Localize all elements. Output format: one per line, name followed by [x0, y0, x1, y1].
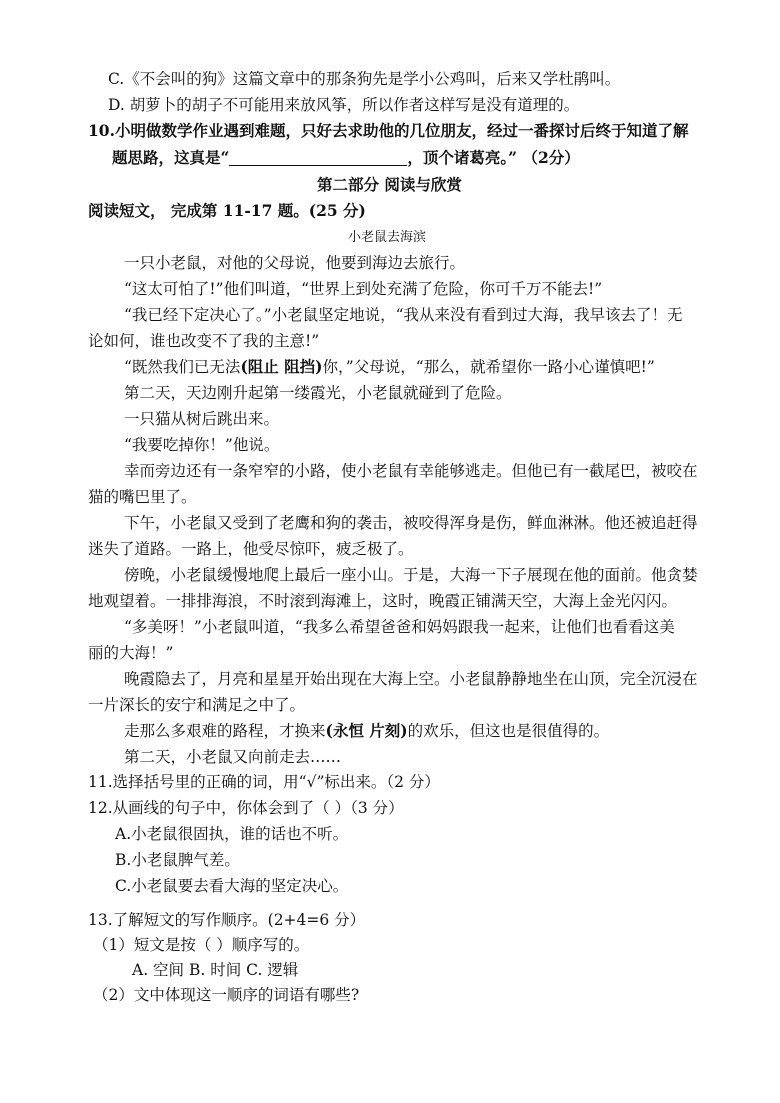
story-line: 傍晚，小老鼠缓慢地爬上最后一座小山。于是，大海一下子展现在他的面前。他贪婪 [124, 566, 698, 584]
q9-option-c: C.《不会叫的狗》这篇文章中的那条狗先是学小公鸡叫，后来又学杜鹃叫。 [108, 70, 621, 88]
q12-option-c[interactable]: C.小老鼠要去看大海的坚定决心。 [115, 877, 349, 895]
story-line: 第二天，天边刚升起第一缕霞光，小老鼠就碰到了危险。 [124, 384, 512, 402]
q12-option-a[interactable]: A.小老鼠很固执，谁的话也不听。 [115, 825, 349, 843]
q13-sub2: （2）文中体现这一顺序的词语有哪些? [93, 986, 360, 1004]
q10-line2-pre: 题思路，这真是“ [112, 148, 230, 167]
q13-options[interactable]: A. 空间 B. 时间 C. 逻辑 [132, 961, 299, 979]
story-title: 小老鼠去海滨 [348, 230, 427, 245]
q10-line2-post: ，顶个诸葛亮。” （2分） [407, 148, 580, 167]
story-text: “既然我们已无法 [124, 358, 241, 376]
story-line: 迷失了道路。一路上，他受尽惊吓，疲乏极了。 [88, 540, 414, 558]
answer-blank[interactable] [229, 149, 407, 166]
story-line: 第二天，小老鼠又向前走去…… [124, 748, 342, 766]
story-line: 一只猫从树后跳出来。 [124, 410, 280, 428]
story-line: “多美呀！”小老鼠叫道，“我多么希望爸爸和妈妈跟我一起来，让他们也看看这美 [124, 618, 675, 636]
story-line [124, 721, 609, 741]
section-title: 第二部分 阅读与欣赏 [317, 175, 462, 194]
story-line: 地观望着。一排排海浪，不时滚到海滩上，这时，晚霞正铺满天空，大海上金光闪闪。 [88, 592, 678, 610]
story-line: “我要吃掉你！”他说。 [124, 436, 280, 454]
word-choice-1[interactable]: (阻止 阻挡) [240, 357, 323, 376]
q12-stem: 12.从画线的句子中，你体会到了（ ）（3 分） [88, 799, 404, 817]
word-choice-2[interactable]: (永恒 片刻) [325, 721, 408, 740]
story-text: 你，”父母说，“那么，就希望你一路小心谨慎吧!” [322, 358, 655, 376]
q10-line1: 10.小明做数学作业遇到难题，只好去求助他的几位朋友，经过一番探讨后终于知道了解 [88, 121, 689, 140]
q11-stem: 11.选择括号里的正确的词，用“√”标出来。（2 分） [88, 773, 440, 791]
story-line: “我已经下定决心了。”小老鼠坚定地说，“我从来没有看到过大海，我早该去了！无 [124, 306, 683, 324]
q10-line2 [112, 148, 580, 168]
story-line: 论如何，谁也改变不了我的主意!” [88, 332, 320, 350]
story-line: 晚霞隐去了，月亮和星星开始出现在大海上空。小老鼠静静地坐在山顶，完全沉浸在 [124, 670, 698, 688]
q9-option-d: D. 胡萝卜的胡子不可能用来放风筝，所以作者这样写是没有道理的。 [108, 96, 580, 114]
story-line: 幸而旁边还有一条窄窄的小路，使小老鼠有幸能够逃走。但他已有一截尾巴，被咬在 [124, 462, 698, 480]
story-line: 猫的嘴巴里了。 [88, 488, 197, 506]
story-line [124, 357, 655, 377]
story-line: “这太可怕了!”他们叫道，“世界上到处充满了危险，你可千万不能去!” [124, 280, 603, 298]
story-line: 丽的大海！” [88, 644, 174, 662]
story-line: 下午，小老鼠又受到了老鹰和狗的袭击，被咬得浑身是伤，鲜血淋淋。他还被追赶得 [124, 514, 698, 532]
story-text: 走那么多艰难的路程，才换来 [124, 722, 326, 740]
story-text: 的欢乐，但这也是很值得的。 [407, 722, 610, 740]
reading-instruction: 阅读短文， 完成第 11-17 题。(25 分) [88, 201, 366, 220]
story-line: 一片深长的安宁和满足之中了。 [88, 696, 306, 714]
q12-option-b[interactable]: B.小老鼠脾气差。 [115, 851, 240, 869]
story-line: 一只小老鼠，对他的父母说，他要到海边去旅行。 [124, 254, 466, 272]
q13-stem: 13.了解短文的写作顺序。(2+4=6 分） [88, 911, 366, 929]
q13-sub1: （1）短文是按（ ）顺序写的。 [93, 936, 310, 954]
